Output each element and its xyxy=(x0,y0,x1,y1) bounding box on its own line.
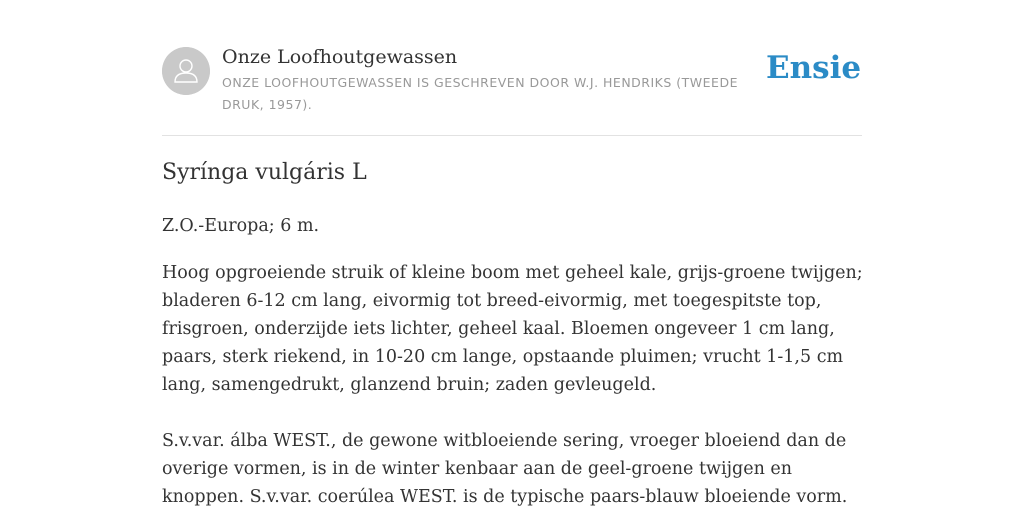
book-subtitle: ONZE LOOFHOUTGEWASSEN IS GESCHREVEN DOOR W.J. HENDRIKS (TWEEDE DRUK, 1957). xyxy=(222,75,738,112)
entry-paragraph-description: Hoog opgroeiende struik of kleine boom met geheel kale, grijs-groene twijgen; bladeren 6-12 cm lang, eivormig tot breed-eivormig, met toegespitste top, frisgroen, onderzijde iets lichter, geheel kaal. Bloemen ongeveer 1 cm lang, paars, sterk riekend, in 10-20 cm lange, opstaande pluimen; vrucht 1-1,5 cm lang, samengedrukt, glanzend bruin; zaden gevleugeld. xyxy=(162,263,863,395)
entry-paragraph-origin: Z.O.-Europa; 6 m. xyxy=(162,216,320,236)
book-title[interactable]: Onze Loofhoutgewassen xyxy=(222,46,458,68)
ensie-logo[interactable]: Ensie xyxy=(766,50,862,86)
entry-paragraph-varieties: S.v.var. álba WEST., de gewone witbloeiende sering, vroeger bloeiend dan de overige vormen, is in de winter kenbaar aan de geel-groene twijgen en knoppen. S.v.var. coerúlea WEST. is de typische paars-blauw bloeiende vorm. xyxy=(162,431,848,507)
entry-title: Syrínga vulgáris L xyxy=(162,160,367,185)
page xyxy=(162,0,863,507)
book-header xyxy=(162,0,862,136)
user-avatar-icon[interactable] xyxy=(162,47,210,95)
